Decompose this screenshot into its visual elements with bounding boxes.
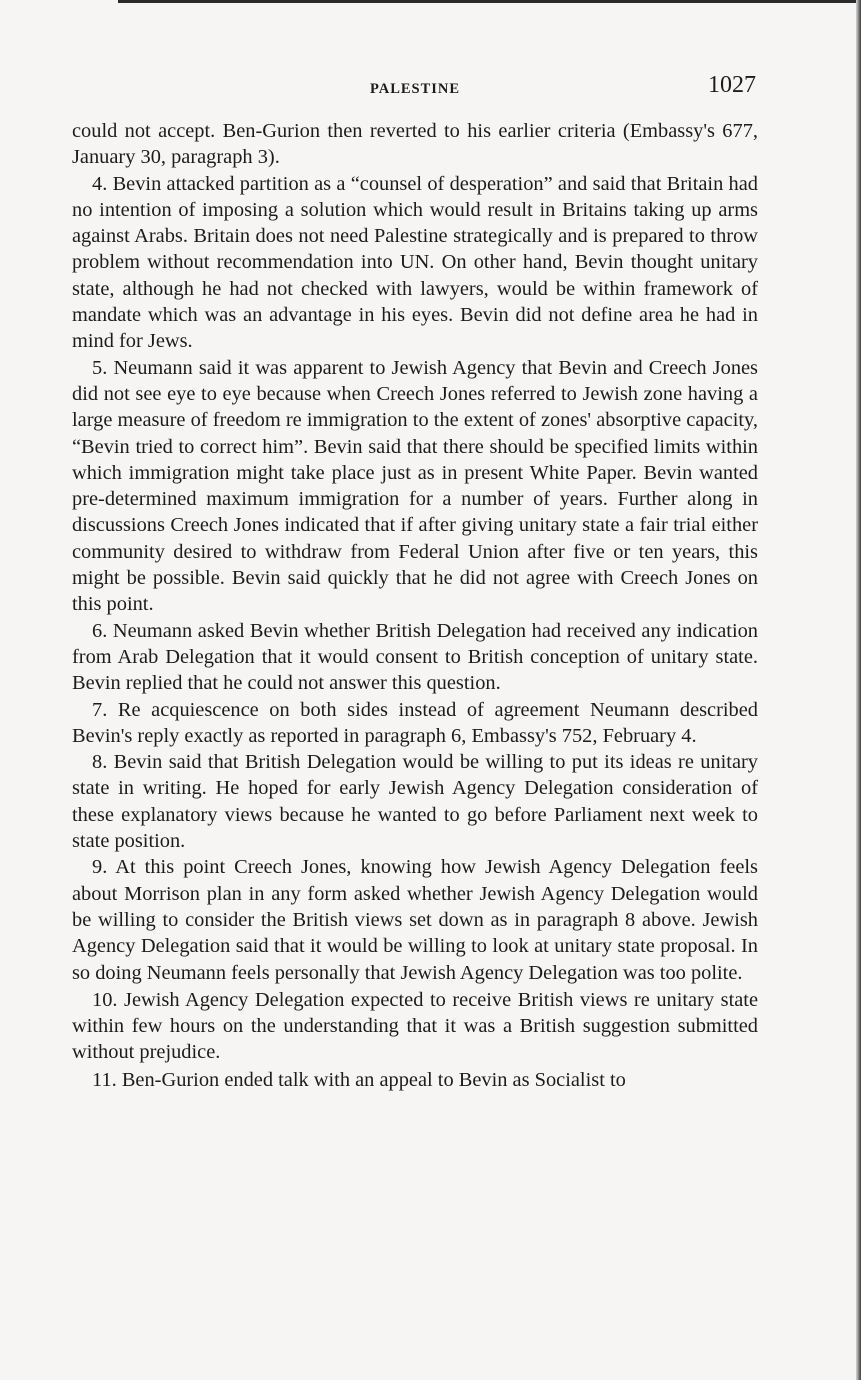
paragraph-8: 8. Bevin said that British Delegation would be willing to put its ideas re unitary state in writing. He hoped for early Jewish Agency Delegation consideration of these explanatory views because he wanted to go before Parliament next week to state position.: [72, 751, 758, 853]
paragraph-10: 10. Jewish Agency Delegation expected to receive British views re unitary state within few hours on the understanding that it was a British suggestion submitted without prejudice.: [72, 988, 758, 1064]
paragraph-6: 6. Neumann asked Bevin whether British Delegation had received any indication from Arab Delegation that it would consent to British conception of unitary state. Bevin replied that he could not answer this question.: [72, 619, 758, 695]
paragraph-11: 11. Ben-Gurion ended talk with an appeal to Bevin as Socialist to: [92, 1068, 626, 1091]
scan-top-border: [118, 0, 861, 3]
paragraph-continuation: could not accept. Ben-Gurion then reverted to his earlier criteria (Embassy's 677, January 30, paragraph 3).: [72, 120, 758, 169]
paragraph-5: 5. Neumann said it was apparent to Jewish Agency that Bevin and Creech Jones did not see eye to eye because when Creech Jones referred to Jewish zone having a large measure of freedom re immigration to the extent of zones' absorptive capacity, “Bevin tried to correct him”. Bevin said that there should be specified limits within which immigration might take place just as in present White Paper. Bevin wanted pre-determined maximum immigration for a number of years. Further along in discussions Creech Jones indicated that if after giving unitary state a fair trial either community desired to withdraw from Federal Union after five or ten years, this might be possible. Bevin said quickly that he did not agree with Creech Jones on this point.: [72, 356, 758, 616]
scan-right-edge: [856, 0, 861, 1380]
running-head: PALESTINE: [369, 81, 461, 97]
page-header: [72, 72, 758, 106]
paragraph-4: 4. Bevin attacked partition as a “counsel of desperation” and said that Britain had no intention of imposing a solution which would result in Britains taking up arms against Arabs. Britain does not need Palestine strategically and is prepared to throw problem without recommendation into UN. On other hand, Bevin thought unitary state, although he had not checked with lawyers, would be within framework of mandate which was an advantage in his eyes. Bevin did not define area he had in mind for Jews.: [72, 172, 758, 353]
paragraph-7: 7. Re acquiescence on both sides instead of agreement Neumann described Bevin's reply exactly as reported in paragraph 6, Embassy's 752, February 4.: [72, 698, 758, 747]
page-number: 1027: [708, 72, 756, 98]
body-text: [72, 118, 758, 1093]
paragraph-9: 9. At this point Creech Jones, knowing how Jewish Agency Delegation feels about Morrison plan in any form asked whether Jewish Agency Delegation would be willing to consider the British views set down as in paragraph 8 above. Jewish Agency Delegation said that it would be willing to look at unitary state proposal. In so doing Neumann feels personally that Jewish Agency Delegation was too polite.: [72, 856, 758, 984]
